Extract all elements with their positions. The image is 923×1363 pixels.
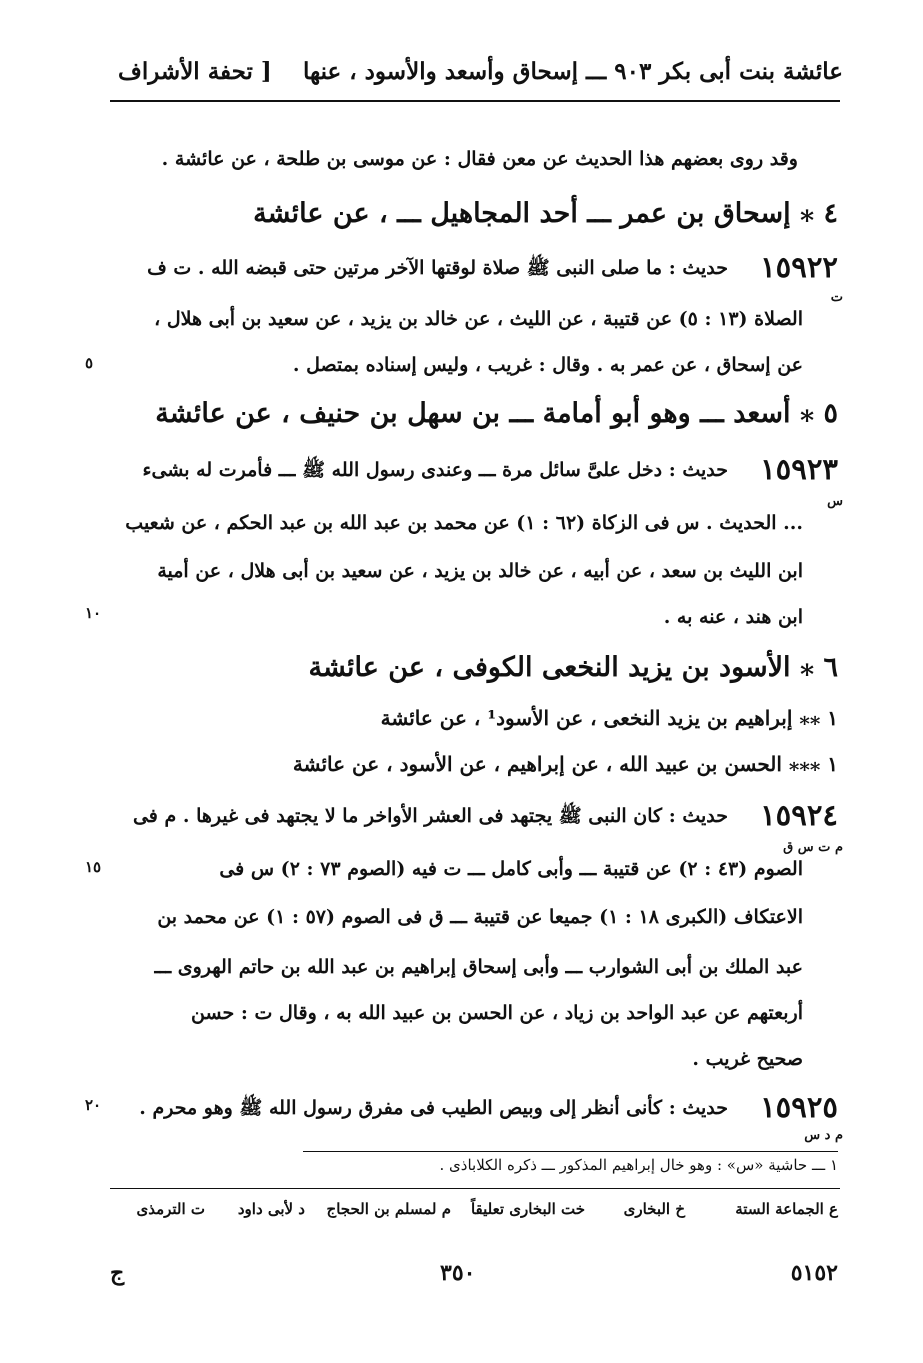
hadith-15922-line-2: الصلاة (١٣ : ٥) عن قتيبة ، عن الليث ، عن خالد بن يزيد ، عن سعيد بن أبى هلال ، xyxy=(154,308,803,330)
sigla-15924: م ت س ق xyxy=(783,840,843,855)
hadith-number-15925: ١٥٩٢٥ xyxy=(760,1090,838,1124)
margin-line-number-20: ٢٠ xyxy=(85,1096,102,1114)
legend-item-3: خت البخارى تعليقاً xyxy=(470,1200,585,1218)
hadith-15924-line-3: الاعتكاف (الكبرى ١٨ : ١) جميعا عن قتيبة ـــ ق فى الصوم (٥٧ : ١) عن محمد بن xyxy=(157,906,803,928)
hadith-number-15924: ١٥٩٢٤ xyxy=(760,798,838,832)
subheading-hasan: ١ ⁎⁎⁎ الحسن بن عبيد الله ، عن إبراهيم ، عن الأسود ، عن عائشة xyxy=(292,752,838,776)
legend-item-1: ع الجماعة الستة xyxy=(735,1200,838,1218)
sigla-15925: م د س xyxy=(804,1128,843,1143)
footnote: ١ ـــ حاشية «س» : وهو خال إبراهيم المذكور ـــ ذكره الكلاباذى . xyxy=(439,1156,838,1174)
hadith-15922-line-3: عن إسحاق ، عن عمر به . وقال : غريب ، وليس إسناده بمتصل . xyxy=(292,354,803,376)
heading-6: ٦ ⁎ الأسود بن يزيد النخعى الكوفى ، عن عائشة xyxy=(308,652,838,683)
hadith-15923-line-1: حديث : دخل علىَّ سائل مرة ـــ وعندى رسول الله ﷺ ـــ فأمرت له بشىء xyxy=(142,459,728,481)
sigla-15922: ت xyxy=(830,290,843,305)
hadith-15924-line-6: صحيح غريب . xyxy=(692,1048,803,1070)
margin-line-number-5: ٥ xyxy=(85,354,94,372)
hadith-15924-line-5: أربعتهم عن عبد الواحد بن زياد ، عن الحسن بن عبيد الله به ، وقال ت : حسن xyxy=(191,1002,803,1024)
legend-item-5: د لأبى داود xyxy=(237,1200,305,1218)
page-number: ٣٥٠ xyxy=(440,1260,476,1286)
sigla-15923: س xyxy=(827,494,843,509)
hadith-15925-line-1: حديث : كأنى أنظر إلى وبيص الطيب فى مفرق رسول الله ﷺ وهو محرم . xyxy=(139,1097,728,1119)
running-header-title: عائشة بنت أبى بكر ٩٠٣ ـــ إسحاق وأسعد والأسود ، عنها xyxy=(302,58,843,85)
footer-rule xyxy=(110,1188,840,1189)
heading-5: ٥ ⁎ أسعد ـــ وهو أبو أمامة ـــ بن سهل بن حنيف ، عن عائشة xyxy=(155,398,838,429)
hadith-number-15922: ١٥٩٢٢ xyxy=(760,250,838,284)
heading-4: ٤ ⁎ إسحاق بن عمر ـــ أحد المجاهيل ـــ ، عن عائشة xyxy=(253,198,838,229)
hadith-15924-line-1: حديث : كان النبى ﷺ يجتهد فى العشر الأواخر ما لا يجتهد فى غيرها . م فى xyxy=(132,805,728,827)
footnote-rule xyxy=(303,1151,838,1152)
subheading-ibrahim: ١ ⁎⁎ إبراهيم بن يزيد النخعى ، عن الأسود¹ ، عن عائشة xyxy=(380,706,838,730)
running-header-book: [ تحفة الأشراف xyxy=(118,58,272,85)
hadith-15922-line-1: حديث : ما صلى النبى ﷺ صلاة لوقتها الآخر مرتين حتى قبضه الله . ت ف xyxy=(147,257,728,279)
header-rule xyxy=(110,100,840,102)
hadith-15923-line-2: ... الحديث . س فى الزكاة (٦٢ : ١) عن محمد بن عبد الله بن عبد الحكم ، عن شعيب xyxy=(125,512,803,534)
hadith-15924-line-2: الصوم (٤٣ : ٢) عن قتيبة ـــ وأبى كامل ـــ ت فيه (الصوم ٧٣ : ٢) س فى xyxy=(219,858,803,880)
signature-mark: ج xyxy=(110,1260,125,1286)
legend-item-4: م لمسلم بن الحجاج xyxy=(326,1200,451,1218)
hadith-15923-line-3: ابن الليث بن سعد ، عن أبيه ، عن خالد بن يزيد ، عن سعيد بن أبى هلال ، عن أمية xyxy=(157,560,803,582)
intro-line: وقد روى بعضهم هذا الحديث عن معن فقال : عن موسى بن طلحة ، عن عائشة . xyxy=(161,148,798,170)
hadith-15924-line-4: عبد الملك بن أبى الشوارب ـــ وأبى إسحاق إبراهيم بن عبد الله بن حاتم الهروى ـــ xyxy=(154,956,803,978)
margin-line-number-15: ١٥ xyxy=(85,858,102,876)
legend-item-2: خ البخارى xyxy=(623,1200,685,1218)
section-number: ٥١٥٢ xyxy=(790,1260,838,1286)
hadith-number-15923: ١٥٩٢٣ xyxy=(760,452,838,486)
margin-line-number-10: ١٠ xyxy=(85,604,102,622)
hadith-15923-line-4: ابن هند ، عنه به . xyxy=(663,606,803,628)
legend-item-6: ت الترمذى xyxy=(136,1200,205,1218)
